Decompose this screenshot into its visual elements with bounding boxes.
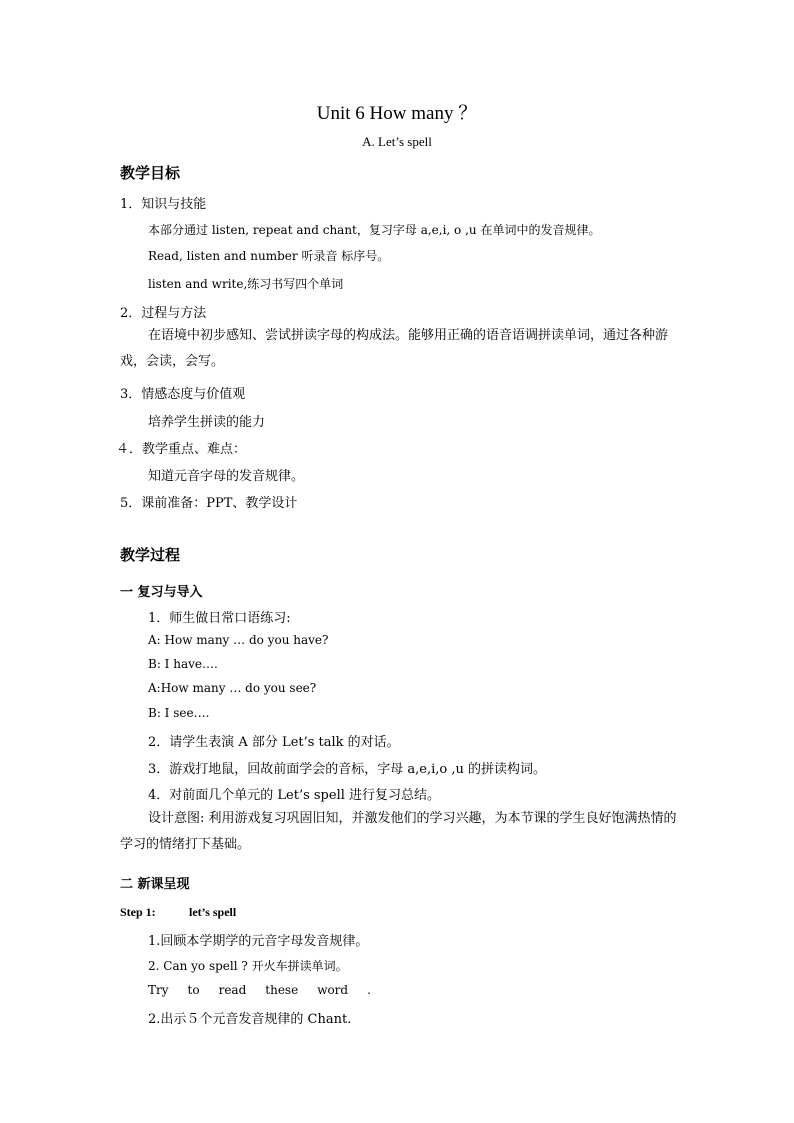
section-1-line-8: 4．对前面几个单元的 Let’s spell 进行复习总结。: [148, 788, 441, 803]
section-1-line-4: A:How many … do you see?: [148, 681, 317, 695]
objective-item-2: 2．过程与方法: [120, 306, 207, 321]
word-word: word: [317, 983, 349, 997]
word-to: to: [187, 983, 200, 997]
word-these: these: [265, 983, 299, 997]
section-1-line-7: 3．游戏打地鼠，回故前面学会的音标，字母 a,e,i,o ,u 的拼读构词。: [148, 762, 546, 777]
section-2-line-3: [148, 983, 390, 997]
section-2-line-1: 1.回顾本学期学的元音字母发音规律。: [148, 934, 369, 949]
objective-1-line-3: listen and write,练习书写四个单词: [148, 277, 344, 291]
section-1-line-6: 2．请学生表演 A 部分 Let’s talk 的对话。: [148, 735, 400, 750]
objective-3-line-1: 培养学生拼读的能力: [148, 415, 266, 430]
section-2-line-4: 2.出示５个元音发音规律的 Chant.: [148, 1012, 352, 1027]
objective-1-line-2: Read, listen and number 听录音 标序号。: [148, 249, 390, 263]
objectives-heading: 教学目标: [120, 164, 181, 182]
step-1-title: let’s spell: [189, 905, 237, 919]
word-period: .: [367, 983, 371, 997]
section-1-line-3: B: I have….: [148, 657, 218, 671]
step-1-label: Step 1:: [120, 905, 156, 919]
objective-item-1: 1．知识与技能: [120, 197, 207, 212]
objective-4-line-1: 知道元音字母的发音规律。: [148, 469, 305, 484]
objective-item-4: ４．教学重点、难点：: [116, 442, 247, 457]
process-heading: 教学过程: [120, 546, 181, 564]
section-1-heading: 一 复习与导入: [120, 585, 203, 600]
page-subtitle: A. Let’s spell: [362, 134, 432, 149]
section-2-line-2: 2. Can yo spell ? 开火车拼读单词。: [148, 959, 348, 973]
objective-1-line-1: 本部分通过 listen, repeat and chant，复习字母 a,e,i, o ,u 在单词中的发音规律。: [148, 223, 601, 237]
section-1-line-5: B: I see….: [148, 706, 210, 720]
section-2-heading: 二 新课呈现: [120, 877, 190, 892]
design-intent-paragraph: 设计意图: 利用游戏复习巩固旧知，并激发他们的学习兴趣，为本节课的学生良好饱满热情的学习的情绪打下基础。: [120, 811, 677, 852]
section-1-line-1: 1．师生做日常口语练习:: [148, 611, 291, 626]
objective-item-5: 5．课前准备：PPT、教学设计: [120, 496, 298, 511]
page-title: Unit 6 How many ？: [316, 103, 478, 124]
section-1-line-2: A: How many … do you have?: [148, 633, 329, 647]
word-read: read: [218, 983, 247, 997]
objective-2-paragraph: 在语境中初步感知、尝试拼读字母的构成法。能够用正确的语音语调拼读单词，通过各种游戏，会读，会写。: [120, 328, 669, 369]
word-try: Try: [148, 983, 169, 997]
objective-item-3: 3．情感态度与价值观: [120, 387, 246, 402]
